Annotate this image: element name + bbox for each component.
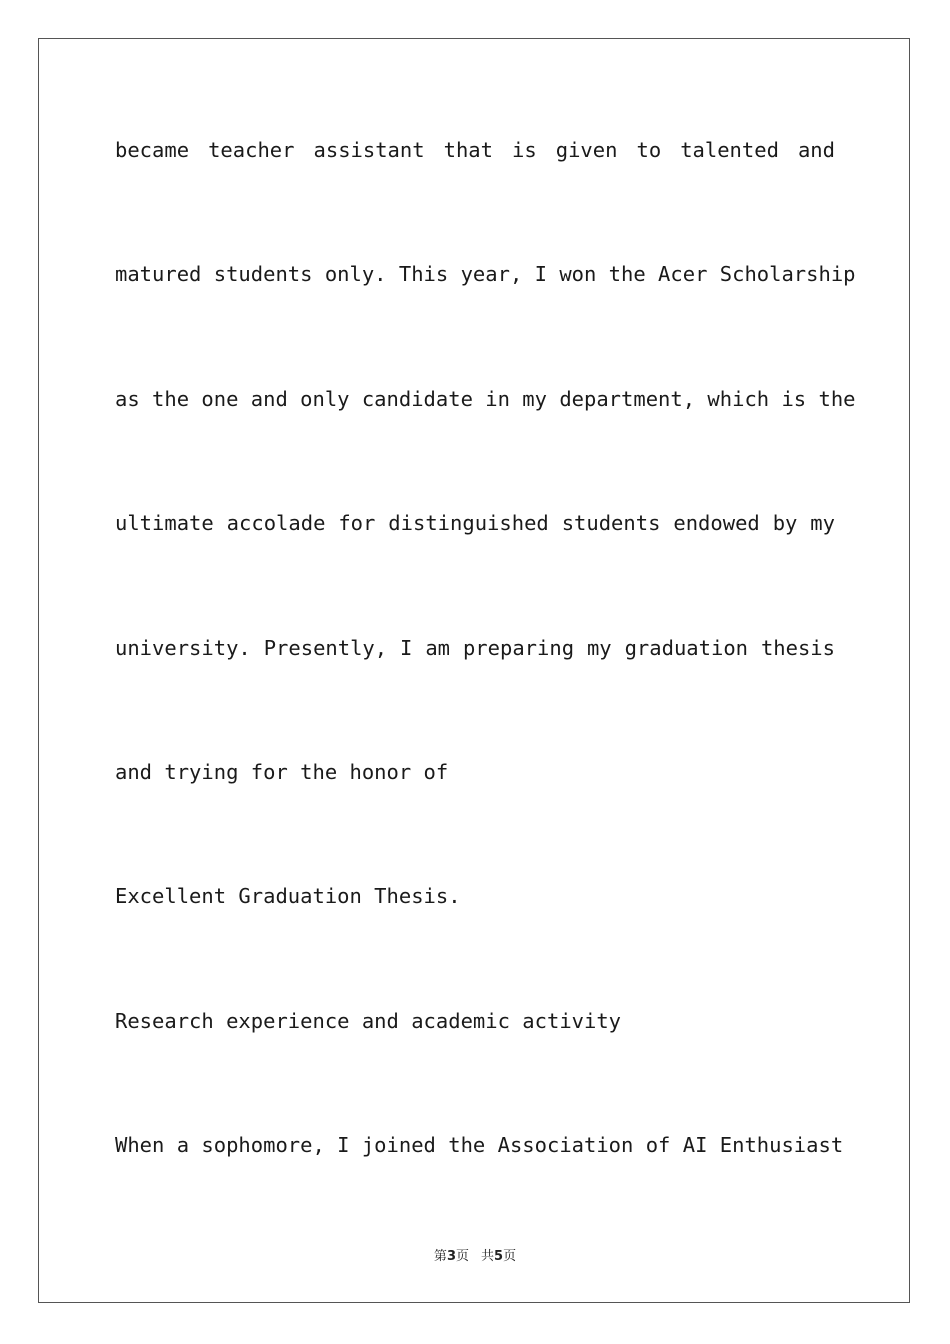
page-suffix: 页 <box>455 1249 469 1264</box>
body-line-4: ultimate accolade for distinguished students endowed by my <box>115 511 835 535</box>
current-page-number: 3 <box>446 1249 456 1264</box>
body-line-7: Excellent Graduation Thesis. <box>115 884 461 908</box>
body-line-1: became teacher assistant that is given to talented and <box>115 138 835 162</box>
total-suffix: 页 <box>503 1249 517 1264</box>
page-border <box>38 38 910 1303</box>
page-footer <box>0 1248 950 1266</box>
page-prefix: 第 <box>433 1249 447 1264</box>
body-line-5: university. Presently, I am preparing my graduation thesis <box>115 636 835 660</box>
total-pages-number: 5 <box>494 1249 504 1264</box>
body-line-3: as the one and only candidate in my department, which is the <box>115 387 856 411</box>
body-line-2: matured students only. This year, I won the Acer Scholarship <box>115 262 856 286</box>
total-prefix: 共 <box>481 1249 495 1264</box>
body-line-6: and trying for the honor of <box>115 760 449 784</box>
section-heading: Research experience and academic activity <box>115 1009 622 1033</box>
body-line-9: When a sophomore, I joined the Association of AI Enthusiast <box>115 1133 844 1157</box>
